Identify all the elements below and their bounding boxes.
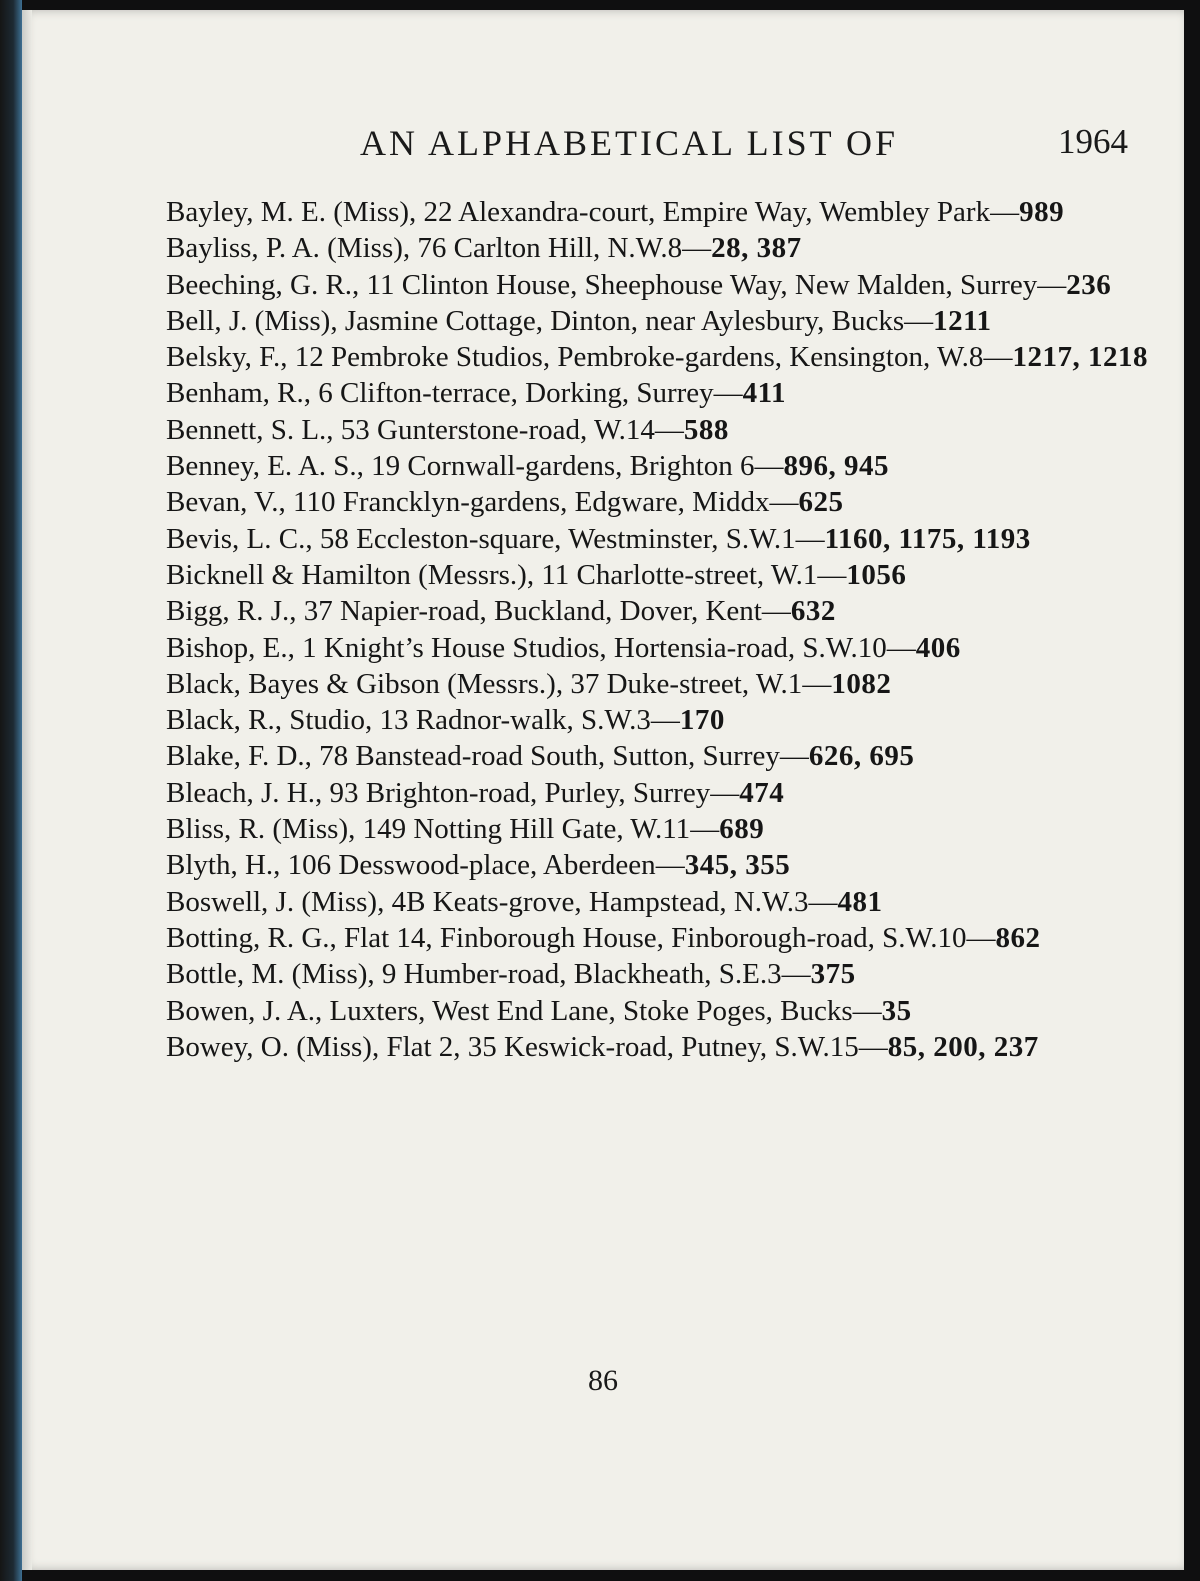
entry-text: Black, R., Studio, 13 Radnor-walk, S.W.3 [166, 704, 651, 737]
entry-refs: 345, 355 [684, 849, 791, 882]
entry-dash: — [886, 631, 916, 664]
entry-dash: — [990, 196, 1020, 228]
entry-dash: — [690, 813, 720, 846]
entry-refs: 625 [798, 486, 844, 519]
entry-text: Benham, R., 6 Clifton-terrace, Dorking, Surrey [166, 377, 714, 410]
entry-text: Benney, E. A. S., 19 Cornwall-gardens, Brighton 6 [166, 450, 755, 483]
entry-dash: — [795, 522, 825, 555]
list-entry [166, 521, 1152, 557]
list-entry [166, 593, 1152, 629]
entry-refs: 474 [739, 776, 785, 809]
entry-refs: 170 [679, 704, 725, 737]
entry-text: Bennett, S. L., 53 Gunterstone-road, W.14 [166, 413, 655, 446]
entry-text: Bowey, O. (Miss), Flat 2, 35 Keswick-road, Putney, S.W.15 [166, 1030, 859, 1063]
entry-dash: — [654, 413, 684, 446]
list-entry [166, 956, 1152, 992]
entry-dash: — [769, 486, 799, 519]
list-entry [166, 920, 1152, 956]
list-entry [166, 775, 1152, 811]
entry-refs: 588 [683, 413, 729, 446]
entry-refs: 1082 [831, 667, 892, 700]
entry-text: Blake, F. D., 78 Banstead-road South, Sutton, Surrey [166, 740, 780, 773]
entry-text: Black, Bayes & Gibson (Messrs.), 37 Duke-street, W.1 [166, 667, 803, 700]
list-entry [166, 993, 1152, 1029]
list-entry [166, 557, 1152, 593]
entry-dash: — [754, 450, 784, 483]
entry-refs: 989 [1019, 196, 1065, 228]
entry-dash: — [983, 341, 1013, 374]
list-entry [166, 448, 1152, 484]
entry-text: Bleach, J. H., 93 Brighton-road, Purley, Surrey [166, 776, 711, 809]
entry-refs: 375 [810, 958, 856, 991]
entry-refs: 1160, 1175, 1193 [824, 522, 1031, 555]
entry-text: Blyth, H., 106 Desswood-place, Aberdeen [166, 849, 656, 882]
entry-text: Boswell, J. (Miss), 4B Keats-grove, Hampstead, N.W.3 [166, 885, 809, 918]
page-gutter-shadow [22, 10, 32, 1570]
entry-dash: — [904, 304, 934, 337]
list-entry [166, 884, 1152, 920]
entry-text: Bevan, V., 110 Francklyn-gardens, Edgware, Middx [166, 486, 770, 519]
entry-dash: — [858, 1030, 888, 1063]
list-entry [166, 738, 1152, 774]
entry-refs: 626, 695 [808, 740, 915, 773]
entry-dash: — [710, 776, 740, 809]
entry-dash: — [655, 849, 685, 882]
entry-dash: — [650, 704, 680, 737]
entry-refs: 411 [742, 377, 787, 410]
entry-dash: — [802, 667, 832, 700]
list-entry [166, 339, 1152, 375]
entry-refs: 481 [837, 885, 883, 918]
list-entry [166, 375, 1152, 411]
entry-refs: 406 [915, 631, 961, 664]
entry-refs: 35 [881, 994, 912, 1027]
entry-text: Bowen, J. A., Luxters, West End Lane, Stoke Poges, Bucks [166, 994, 853, 1027]
entry-dash: — [966, 921, 996, 954]
entry-text: Bliss, R. (Miss), 149 Notting Hill Gate, W.11 [166, 813, 691, 846]
entry-dash: — [852, 994, 882, 1027]
list-entry [166, 303, 1152, 339]
list-entry [166, 230, 1152, 266]
entry-text: Botting, R. G., Flat 14, Finborough House, Finborough-road, S.W.10 [166, 921, 967, 954]
entry-text: Bell, J. (Miss), Jasmine Cottage, Dinton, near Aylesbury, Bucks [166, 304, 905, 337]
entry-dash: — [682, 232, 712, 265]
entry-text: Bayley, M. E. (Miss), 22 Alexandra-court, Empire Way, Wembley Park [166, 196, 991, 228]
running-header [22, 122, 1184, 162]
list-entry [166, 666, 1152, 702]
entry-dash: — [817, 558, 847, 591]
list-entry [166, 847, 1152, 883]
list-entry [166, 412, 1152, 448]
book-page [22, 10, 1184, 1570]
entry-dash: — [779, 740, 809, 773]
directory-list [166, 194, 1152, 1065]
entry-refs: 896, 945 [783, 450, 890, 483]
entry-text: Bicknell & Hamilton (Messrs.), 11 Charlotte-street, W.1 [166, 558, 818, 591]
entry-refs: 1211 [933, 304, 992, 337]
entry-text: Belsky, F., 12 Pembroke Studios, Pembroke-gardens, Kensington, W.8 [166, 341, 984, 374]
entry-text: Bishop, E., 1 Knight’s House Studios, Hortensia-road, S.W.10 [166, 631, 887, 664]
entry-text: Beeching, G. R., 11 Clinton House, Sheephouse Way, New Malden, Surrey [166, 268, 1038, 301]
entry-refs: 236 [1066, 268, 1112, 301]
list-entry [166, 484, 1152, 520]
list-entry [166, 1029, 1152, 1065]
entry-dash: — [1037, 268, 1067, 301]
book-spine-edge [0, 0, 22, 1581]
running-title: AN ALPHABETICAL LIST OF [360, 123, 899, 163]
entry-dash: — [761, 595, 791, 628]
list-entry [166, 702, 1152, 738]
entry-refs: 862 [995, 921, 1041, 954]
entry-dash: — [808, 885, 838, 918]
entry-refs: 689 [719, 813, 765, 846]
entry-dash: — [781, 958, 811, 991]
header-year: 1964 [1058, 122, 1128, 161]
entry-refs: 28, 387 [711, 232, 802, 265]
page-number: 86 [588, 1364, 618, 1397]
entry-text: Bottle, M. (Miss), 9 Humber-road, Blackheath, S.E.3 [166, 958, 782, 991]
entry-dash: — [713, 377, 743, 410]
entry-refs: 1217, 1218 [1012, 341, 1148, 374]
entry-refs: 1056 [846, 558, 907, 591]
entry-text: Bayliss, P. A. (Miss), 76 Carlton Hill, N.W.8 [166, 232, 683, 265]
entry-text: Bigg, R. J., 37 Napier-road, Buckland, Dover, Kent [166, 595, 762, 628]
list-entry [166, 194, 1152, 230]
list-entry [166, 630, 1152, 666]
list-entry [166, 267, 1152, 303]
entry-refs: 632 [790, 595, 836, 628]
list-entry [166, 811, 1152, 847]
entry-refs: 85, 200, 237 [887, 1030, 1039, 1063]
entry-text: Bevis, L. C., 58 Eccleston-square, Westminster, S.W.1 [166, 522, 796, 555]
